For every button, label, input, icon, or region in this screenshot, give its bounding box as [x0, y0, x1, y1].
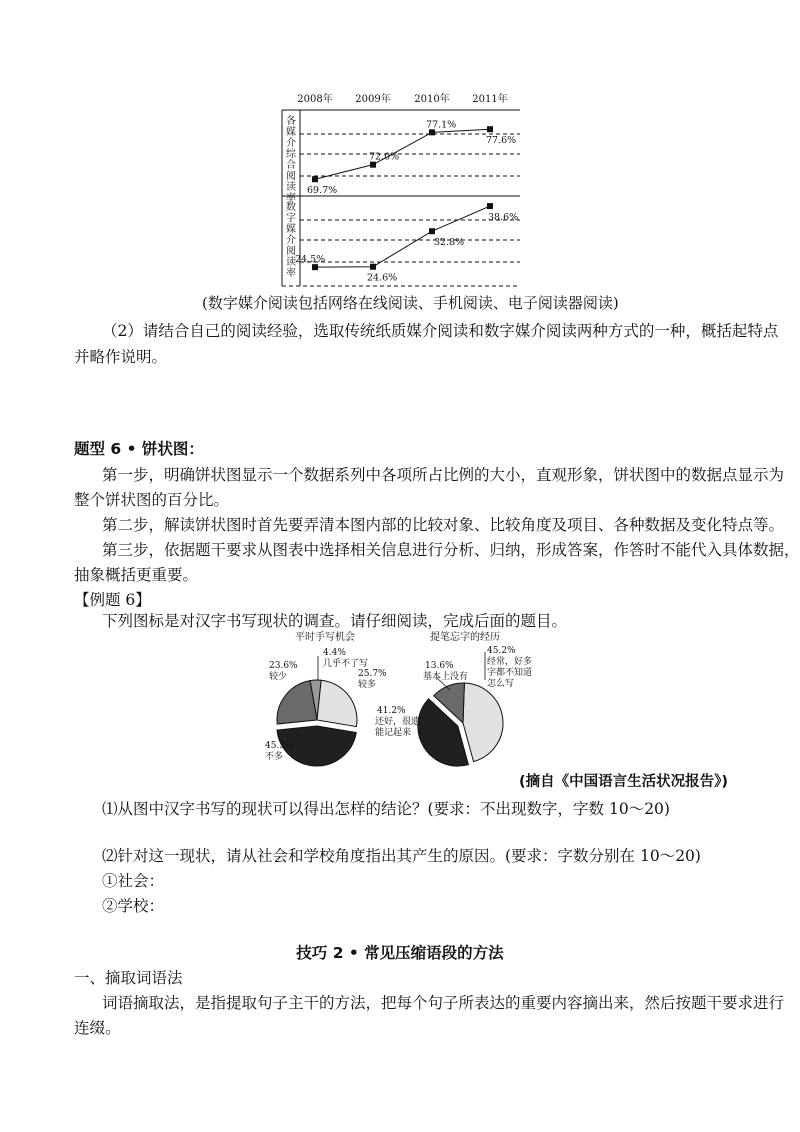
year-label-2008: 2008年	[297, 94, 333, 105]
left-slice-25.7-value: 25.7%	[358, 669, 387, 679]
reading-rate-figure	[270, 90, 530, 290]
data-label: 77.6%	[486, 135, 517, 147]
left-pie-title: 平时手写机会	[295, 632, 355, 643]
example-intro: 下列图标是对汉字书写现状的调查。请仔细阅读，完成后面的题目。	[102, 612, 568, 630]
year-label-2011: 2011年	[472, 94, 508, 105]
right-slice-45.2-label-2: 字都不知道	[487, 668, 533, 678]
technique-para-line-1: 词语摘取法，是指提取句子主干的方法，把每个句子所表达的重要内容摘出来，然后按题干要求进行	[102, 994, 785, 1012]
left-slice-25.7-label: 较多	[358, 680, 377, 690]
handwriting-survey-figure	[255, 628, 555, 768]
question-1: ⑴从图中汉字书写的现状可以得出怎样的结论？(要求：不出现数字，字数 10～20)	[102, 800, 670, 818]
data-label: 72.0%	[369, 151, 400, 163]
handwriting-survey-pies	[255, 628, 555, 768]
right-slice-41.2-label-2: 能记起来	[375, 728, 412, 738]
right-slice-41.2-label-1: 还好，很遗	[375, 717, 421, 727]
step-1-line-1: 第一步，明确饼状图显示一个数据系列中各项所占比例的大小，直观形象，饼状图中的数据点显示为	[102, 466, 785, 484]
pie-slice	[463, 683, 503, 762]
year-label-2010: 2010年	[414, 94, 450, 105]
data-point	[429, 228, 435, 234]
year-label-2009: 2009年	[355, 94, 391, 105]
panel-bottom-label: 数字媒介阅读率	[286, 202, 296, 279]
line-figure-caption: (数字媒介阅读包括网络在线阅读、手机阅读、电子阅读器阅读)	[202, 294, 619, 312]
question-2: （2）请结合自己的阅读经验，选取传统纸质媒介阅读和数字媒介阅读两种方式的一种，概括起特点	[102, 322, 779, 340]
step-3-line-1: 第三步，依据题干要求从图表中选择相关信息进行分析、归纳，形成答案，作答时不能代入具体数据，	[102, 541, 800, 559]
question-2-continued: 并略作说明。	[74, 348, 168, 366]
left-slice-45.3-value: 45.3%	[265, 741, 294, 751]
right-slice-13.6-label: 基本上没有	[423, 672, 469, 682]
data-label: 32.8%	[434, 237, 465, 249]
answer-school: ②学校：	[102, 897, 165, 915]
question-2-pie: ⑵针对这一现状，请从社会和学校角度指出其产生的原因。(要求：字数分别在 10～20)	[102, 847, 701, 865]
answer-society: ①社会：	[102, 872, 165, 890]
step-2: 第二步，解读饼状图时首先要弄清本图内部的比较对象、比较角度及项目、各种数据及变化特点等。	[102, 516, 785, 534]
left-slice-45.3-label: 不多	[265, 752, 284, 762]
section-6-heading: 题型 6 • 饼状图：	[74, 440, 204, 458]
pie-slice	[277, 681, 317, 724]
data-label: 69.7%	[307, 185, 338, 197]
reading-rate-chart	[270, 90, 530, 290]
right-pie-title: 提笔忘字的经历	[430, 632, 500, 643]
right-slice-13.6-value: 13.6%	[425, 661, 454, 671]
left-slice-23.6-label: 较少	[269, 672, 288, 682]
right-slice-45.2-value: 45.2%	[487, 646, 516, 656]
right-slice-45.2-label-1: 经常，好多	[487, 657, 533, 667]
data-point	[487, 126, 493, 132]
data-label: 38.6%	[488, 212, 519, 224]
technique-2-heading: 技巧 2 • 常见压缩语段的方法	[296, 944, 504, 962]
technique-sub-1: 一、摘取词语法	[74, 969, 183, 987]
left-slice-23.6-value: 23.6%	[269, 661, 298, 671]
technique-para-line-2: 连缀。	[74, 1019, 121, 1037]
data-point	[370, 264, 376, 270]
data-label: 77.1%	[426, 119, 457, 131]
data-point	[487, 203, 493, 209]
data-point	[312, 176, 318, 182]
pie-source: (摘自《中国语言生活状况报告》)	[518, 774, 728, 790]
example-label: 【例题 6】	[74, 591, 151, 609]
right-slice-41.2-value: 41.2%	[377, 706, 406, 716]
data-label: 24.6%	[367, 272, 398, 284]
right-slice-45.2-label-3: 怎么写	[487, 679, 515, 689]
panel-top-label: 各媒介综合阅读率	[286, 116, 296, 204]
step-3-line-2: 抽象概括更重要。	[74, 566, 199, 584]
pie-slice	[317, 680, 357, 726]
step-1-line-2: 整个饼状图的百分比。	[74, 491, 230, 509]
left-slice-4.4-value: 4.4%	[323, 648, 346, 658]
data-label: 24.5%	[295, 254, 326, 266]
left-slice-4.4-label: 几乎不了写	[323, 659, 369, 669]
